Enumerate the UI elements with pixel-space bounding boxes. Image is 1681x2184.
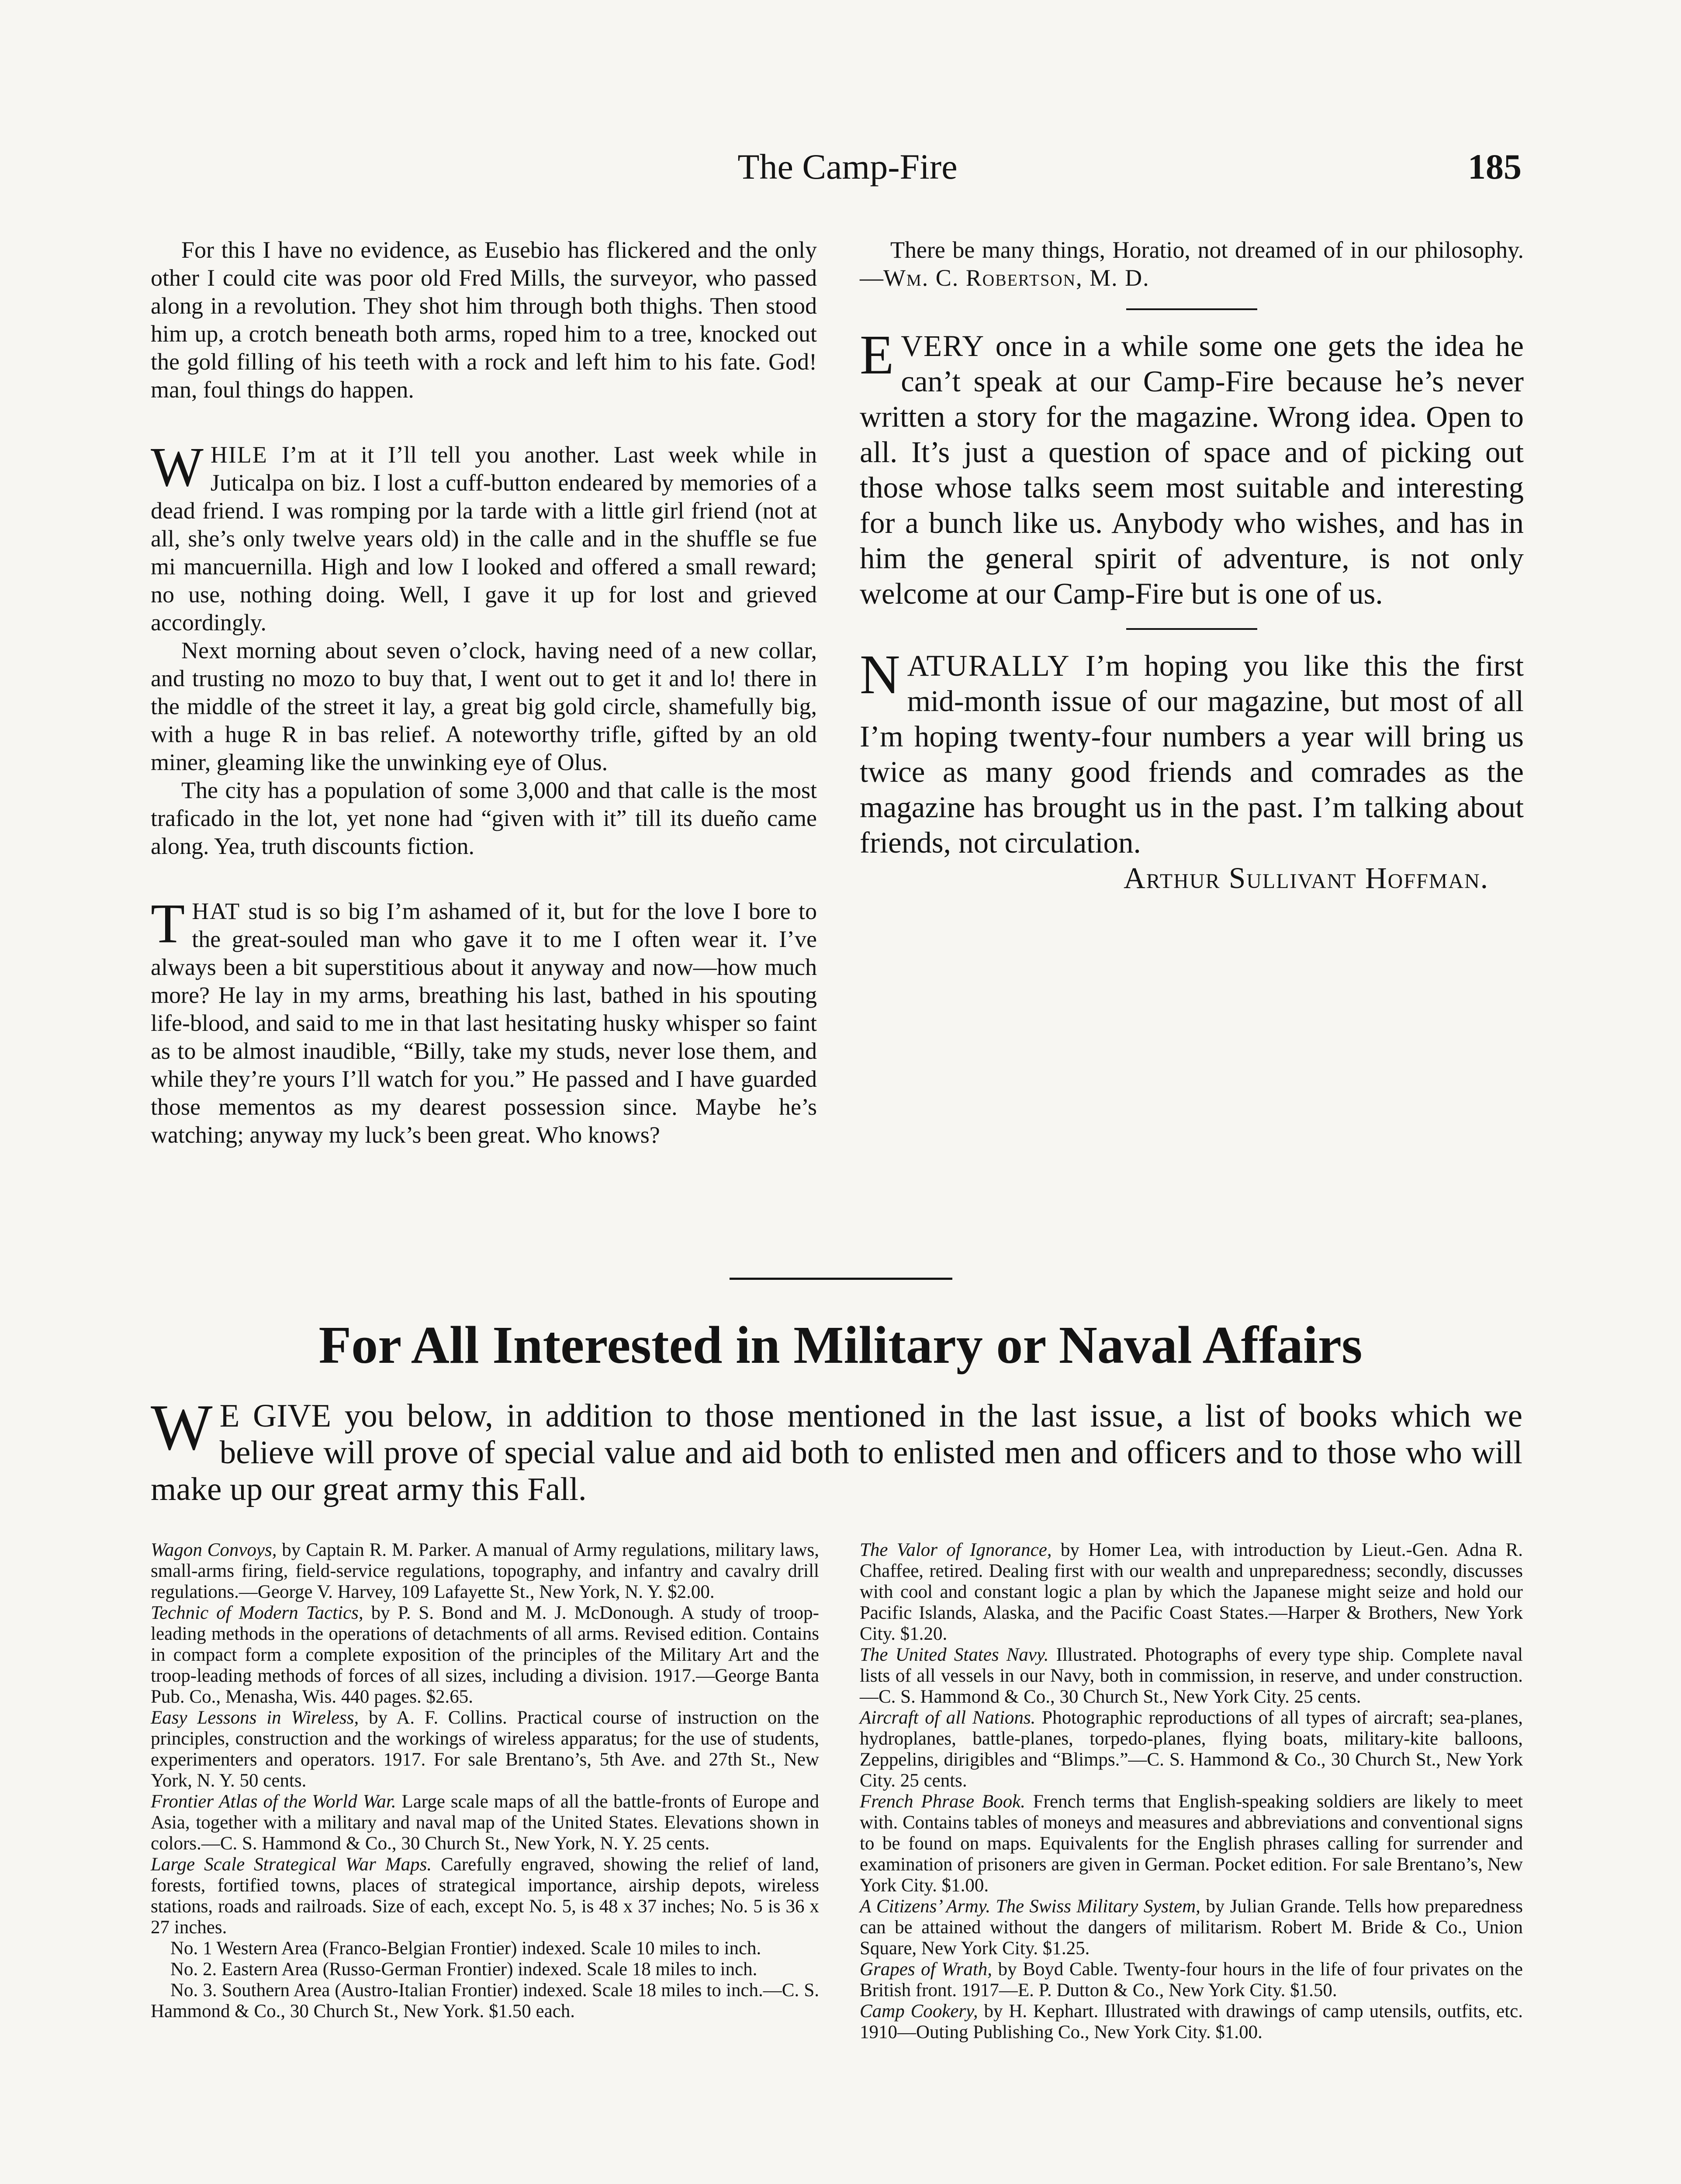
book-title: Camp Cookery, — [860, 2001, 978, 2022]
letter-paragraph — [151, 892, 817, 1149]
small-caps-lead: ATURALLY — [907, 649, 1070, 682]
book-entry — [151, 1854, 819, 1938]
book-description: Photographic reproductions of all types of aircraft; sea-planes, hydroplanes, battle-planes, torpedo-planes, flying boats, military-kite balloons, Zeppelins, dirigibles and “Blimps.”—C. S. Hammond & Co., 30 Church St., New York City. 25 cents. — [860, 1707, 1523, 1791]
small-caps-lead: HILE — [210, 442, 268, 468]
book-entry — [860, 1540, 1523, 1645]
book-entry — [860, 2001, 1523, 2043]
running-head-title: The Camp-Fire — [737, 147, 958, 187]
book-title: Large Scale Strategical War Maps. — [151, 1854, 432, 1875]
editor-signature: Arthur Sullivant Hoffman. — [1123, 861, 1489, 895]
letter-signature: Wm. C. Robertson, M. D. — [883, 265, 1150, 291]
book-title: Frontier Atlas of the World War. — [151, 1791, 396, 1812]
book-entry — [151, 1791, 819, 1854]
book-entry — [860, 1645, 1523, 1707]
drop-cap: W — [151, 436, 204, 498]
book-entry — [151, 1603, 819, 1707]
letter-paragraph: For this I have no evidence, as Eusebio has flickered and the only other I could cite was poor old Fred Mills, the surveyor, who passed along in a revolution. They shot him through both thighs. Then stood him up, a crotch beneath both arms, roped him to a tree, knocked out the gold filling of his teeth with a rock and left him to his fate. God! man, foul things do happen. — [151, 237, 817, 403]
book-entry — [860, 1791, 1523, 1896]
letter-paragraph — [151, 436, 817, 636]
section-heading: For All Interested in Military or Naval Affairs — [318, 1316, 1363, 1375]
book-description: Large scale maps of all the battle-fronts of Europe and Asia, together with a military and naval map of the United States. Elevations shown in colors.—C. S. Hammond & Co., 30 Church St., New York, N. Y. 25 cents. — [151, 1791, 819, 1854]
book-description: by P. S. Bond and M. J. McDonough. A study of troop-leading methods in the operations of detachments of all arms. Revised edition. Contains in compact form a complete exposition of the principles of the Military Art and the troop-leading methods of forces of all sizes, including a division. 1917.—George Banta Pub. Co., Menasha, Wis. 440 pages. $2.65. — [151, 1603, 819, 1707]
editor-paragraph — [860, 324, 1524, 612]
paragraph-text: I’m at it I’ll tell you another. Last week while in Juticalpa on biz. I lost a cuff-button endeared by memories of a dead friend. I was romping por la tarde with a little girl friend (not at all, she’s only twelve years old) in the calle and in the shuffle se fue mi mancuernilla. High and low I looked and offered a small reward; no use, nothing doing. Well, I gave it up for lost and grieved accordingly. — [151, 442, 817, 636]
paragraph-text: I’m hoping you like this the first mid-month issue of our magazine, but most of all I’m hoping twenty-four numbers a year will bring us twice as many good friends and comrades as the magazine has brought us in the past. I’m talking about friends, not circulation. — [860, 649, 1524, 859]
book-description: by Julian Grande. Tells how preparedness can be attained without the dangers of militarism. Robert M. Bride & Co., Union Square, New York City. $1.25. — [860, 1896, 1523, 1959]
drop-cap: E — [860, 324, 894, 386]
book-description: Carefully engraved, showing the relief of land, forests, fortified towns, places of strategical importance, airship depots, wireless stations, roads and railroads. Size of each, except No. 5, is 48 x 37 inches; No. 5 is 36 x 27 inches. — [151, 1854, 819, 1938]
book-list-right — [860, 1540, 1523, 2043]
book-entry — [860, 1959, 1523, 2001]
book-description: by Boyd Cable. Twenty-four hours in the life of four privates on the British front. 1917—E. P. Dutton & Co., New York City. $1.50. — [860, 1959, 1523, 2001]
page-number: 185 — [1468, 147, 1522, 187]
editor-paragraph — [860, 643, 1524, 860]
book-list-left — [151, 1540, 819, 2022]
small-caps-lead: HAT — [192, 898, 241, 924]
book-description: by A. F. Collins. Practical course of instruction on the principles, construction and the workings of wireless apparatus; for the use of students, experimenters and operators. 1917. For sale Brentano’s, 5th Ave. and 27th St., New York, N. Y. 50 cents. — [151, 1707, 820, 1791]
map-entry: No. 1 Western Area (Franco-Belgian Frontier) indexed. Scale 10 miles to inch. — [170, 1938, 761, 1959]
paragraph-text: you below, in addition to those mentioned in the last issue, a list of books which we believe will prove of special value and aid both to enlisted men and officers and to those who will make up our great army this Fall. — [151, 1398, 1522, 1507]
book-description: by H. Kephart. Illustrated with drawings of camp utensils, outfits, etc. 1910—Outing Publishing Co., New York City. $1.00. — [860, 2001, 1523, 2042]
section-divider — [1126, 308, 1257, 310]
drop-cap: N — [860, 643, 900, 705]
letters-right-column — [860, 236, 1524, 896]
book-title: The Valor of Ignorance, — [860, 1540, 1052, 1560]
book-entry — [151, 1540, 819, 1603]
book-title: Wagon Convoys, — [151, 1540, 277, 1560]
book-description: by Captain R. M. Parker. A manual of Army regulations, military laws, small-arms firing, field-service regulations, topography, and infantry and cavalry drill regulations.—George V. Harvey, 109 Lafayette St., New York, N. Y. $2.00. — [151, 1540, 819, 1602]
book-title: Easy Lessons in Wireless, — [151, 1707, 359, 1728]
section-divider — [1126, 628, 1257, 630]
drop-cap: W — [151, 1391, 213, 1464]
book-entry — [151, 1707, 819, 1791]
paragraph-text: once in a while some one gets the idea he can’t speak at our Camp-Fire because he’s never written a story for the magazine. Wrong idea. Open to all. It’s just a question of space and of picking out those whose talks seem most suitable and interesting for a bunch like us. Anybody who wishes, and has in him the general spirit of adventure, is not only welcome at our Camp-Fire but is one of us. — [860, 329, 1524, 610]
letter-paragraph — [860, 236, 1524, 292]
book-title: A Citizens’ Army. The Swiss Military System, — [860, 1896, 1200, 1917]
paragraph-text: stud is so big I’m ashamed of it, but for the love I bore to the great-souled man who gave it to me I often wear it. I’ve always been a bit superstitious about it anyway and now—how much more? He lay in my arms, breathing his last, bathed in his spouting life-blood, and said to me in that last hesitating husky whisper so faint as to be almost inaudible, “Billy, take my studs, never lose them, and while they’re yours I’ll watch for you.” He passed and I have guarded those mementos as my dearest possession since. Maybe he’s watching; anyway my luck’s been great. Who knows? — [151, 898, 817, 1148]
drop-cap: T — [151, 892, 185, 954]
book-title: Aircraft of all Nations. — [860, 1707, 1036, 1728]
book-title: French Phrase Book. — [860, 1791, 1026, 1812]
book-description: French terms that English-speaking soldiers are likely to meet with. Contains tables of moneys and measures and abbreviations and conventional signs to be found on maps. Equivalents for the English phrases calling for surrender and examination of prisoners are given in German. Pocket edition. For sale Brentano’s, New York City. $1.00. — [860, 1791, 1523, 1896]
section-rule — [730, 1278, 952, 1280]
book-description: by Homer Lea, with introduction by Lieut.-Gen. Adna R. Chaffee, retired. Dealing first with our wealth and unpreparedness; secondly, discusses with cool and constant logic a plan by which the Japanese might seize and hold our Pacific Islands, Alaska, and the Pacific Coast States.—Harper & Brothers, New York City. $1.20. — [860, 1540, 1523, 1644]
map-entry: No. 2. Eastern Area (Russo-German Frontier) indexed. Scale 18 miles to inch. — [170, 1959, 757, 1980]
letters-left-column — [151, 236, 817, 1149]
book-entry — [860, 1707, 1523, 1791]
section-intro — [151, 1391, 1522, 1508]
book-title: Grapes of Wrath, — [860, 1959, 993, 1980]
book-title: The United States Navy. — [860, 1645, 1049, 1665]
small-caps-lead: VERY — [901, 329, 985, 363]
small-caps-lead: E GIVE — [219, 1398, 332, 1434]
letter-paragraph: Next morning about seven o’clock, having need of a new collar, and trusting no mozo to buy that, I went out to get it and lo! there in the middle of the street it lay, a great big gold circle, shamefully big, with a huge R in bas relief. A noteworthy trifle, gifted by an old miner, gleaming like the unwinking eye of Olus. — [151, 637, 817, 775]
map-entry: No. 3. Southern Area (Austro-Italian Frontier) indexed. Scale 18 miles to inch.—C. S. Hammond & Co., 30 Church St., New York. $1.50 each. — [151, 1980, 819, 2022]
letter-paragraph: The city has a population of some 3,000 and that calle is the most traficado in the lot, yet none had “given with it” till its dueño came along. Yea, truth discounts fiction. — [151, 777, 817, 859]
book-description: Illustrated. Photographs of every type ship. Complete naval lists of all vessels in our Navy, both in commission, in reserve, and under construction.—C. S. Hammond & Co., 30 Church St., New York City. 25 cents. — [860, 1645, 1523, 1707]
book-title: Technic of Modern Tactics, — [151, 1603, 363, 1623]
book-entry — [860, 1896, 1523, 1959]
paragraph-text: There be many things, Horatio, not dreamed of in our philosophy.— — [860, 237, 1524, 291]
